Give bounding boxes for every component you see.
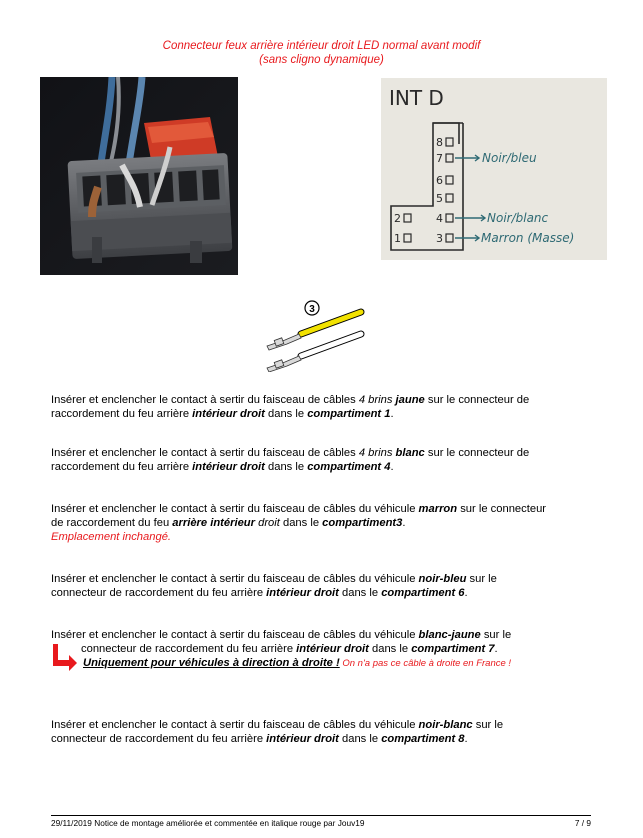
footer-text: 29/11/2019 Notice de montage améliorée et commentée en italique rouge par Jouv19 xyxy=(51,818,365,828)
text: sur le connecteur xyxy=(457,503,547,515)
text-bold: intérieur droit xyxy=(192,408,265,420)
label-slot3: Marron (Masse) xyxy=(481,231,575,245)
text: Insérer et enclencher le contact à sertir du faisceau de câbles xyxy=(51,394,359,406)
pinout-diagram xyxy=(381,78,607,260)
text: Insérer et enclencher le contact à sertir du faisceau de câbles du véhicule xyxy=(51,719,419,731)
text-italic: 4 brins xyxy=(358,394,393,406)
text: dans le xyxy=(264,408,308,420)
text-italic: droit xyxy=(255,517,280,529)
page-number: 7 / 9 xyxy=(574,818,591,828)
text: . xyxy=(402,517,406,529)
text: dans le xyxy=(368,643,412,655)
diagram-header: INT D xyxy=(389,86,444,110)
instruction-3 xyxy=(51,502,591,544)
text: dans le xyxy=(264,461,308,473)
slot-4: 4 xyxy=(436,212,443,225)
text: Insérer et enclencher le contact à sertir du faisceau de câbles xyxy=(51,447,359,459)
text-bold: compartiment 8 xyxy=(381,733,465,745)
text-bold: jaune xyxy=(395,394,425,406)
text-bold: noir-blanc xyxy=(418,719,473,731)
slot-6: 6 xyxy=(436,174,443,187)
instruction-1 xyxy=(51,393,591,421)
note-unchanged: Emplacement inchangé. xyxy=(51,531,172,543)
slot-5: 5 xyxy=(436,192,443,205)
text-bold: intérieur xyxy=(210,517,255,529)
text: Insérer et enclencher le contact à sertir du faisceau de câbles du véhicule xyxy=(51,629,419,641)
label-slot7: Noir/bleu xyxy=(482,151,537,165)
text-bold: compartiment3 xyxy=(322,517,403,529)
text-bold: blanc-jaune xyxy=(418,629,481,641)
text-bold: arrière xyxy=(172,517,208,529)
text-bold: noir-bleu xyxy=(418,573,467,585)
text-bold: compartiment 4 xyxy=(307,461,391,473)
text: sur le connecteur de xyxy=(424,447,530,459)
text: raccordement du feu arrière xyxy=(51,461,193,473)
text: Insérer et enclencher le contact à sertir du faisceau de câbles du véhicule xyxy=(51,503,419,515)
text-bold: intérieur droit xyxy=(266,733,339,745)
slot-2: 2 xyxy=(394,212,401,225)
text: Insérer et enclencher le contact à sertir du faisceau de câbles du véhicule xyxy=(51,573,419,585)
text: . xyxy=(464,587,468,599)
text-bold: intérieur droit xyxy=(266,587,339,599)
connector-photo xyxy=(40,77,238,275)
text-bold: compartiment 1 xyxy=(307,408,391,420)
text: connecteur de raccordement du feu arrière xyxy=(51,587,267,599)
text: . xyxy=(464,733,468,745)
footer-divider xyxy=(51,815,591,816)
label-slot4: Noir/blanc xyxy=(487,211,549,225)
footer xyxy=(51,818,591,828)
instruction-5 xyxy=(51,628,591,671)
text: sur le xyxy=(472,719,504,731)
wire-illustration xyxy=(263,300,373,372)
slot-8: 8 xyxy=(436,136,443,149)
instruction-6 xyxy=(51,718,591,746)
text: sur le connecteur de xyxy=(424,394,530,406)
text: dans le xyxy=(279,517,323,529)
text: dans le xyxy=(338,733,382,745)
text: . xyxy=(390,408,394,420)
wire-number: 3 xyxy=(309,304,315,315)
text: sur le xyxy=(466,573,497,585)
text-italic: 4 brins xyxy=(358,447,393,459)
text-bold: intérieur droit xyxy=(192,461,265,473)
slot-3: 3 xyxy=(436,232,443,245)
text: dans le xyxy=(338,587,382,599)
text: . xyxy=(494,643,498,655)
instruction-4 xyxy=(51,572,591,600)
text-bold: intérieur droit xyxy=(296,643,369,655)
slot-1: 1 xyxy=(394,232,401,245)
text: raccordement du feu arrière xyxy=(51,408,193,420)
text-bold: compartiment 6 xyxy=(381,587,465,599)
text: . xyxy=(390,461,394,473)
text-bold: blanc xyxy=(395,447,425,459)
slot-7: 7 xyxy=(436,152,443,165)
document-title xyxy=(0,39,643,67)
text: sur le xyxy=(480,629,512,641)
right-hand-drive-warning: Uniquement pour véhicules à direction à droite ! xyxy=(83,657,340,669)
title-line-1: Connecteur feux arrière intérieur droit LED normal avant modif xyxy=(162,40,481,52)
text: connecteur de raccordement du feu arrière xyxy=(51,733,267,745)
instruction-2 xyxy=(51,446,591,474)
text: connecteur de raccordement du feu arrière xyxy=(81,643,297,655)
text-bold: compartiment 7 xyxy=(411,643,495,655)
france-note: On n'a pas ce câble à droite en France ! xyxy=(339,658,512,669)
text: de raccordement du feu xyxy=(51,517,173,529)
title-line-2: (sans cligno dynamique) xyxy=(259,54,384,66)
text-bold: marron xyxy=(418,503,458,515)
